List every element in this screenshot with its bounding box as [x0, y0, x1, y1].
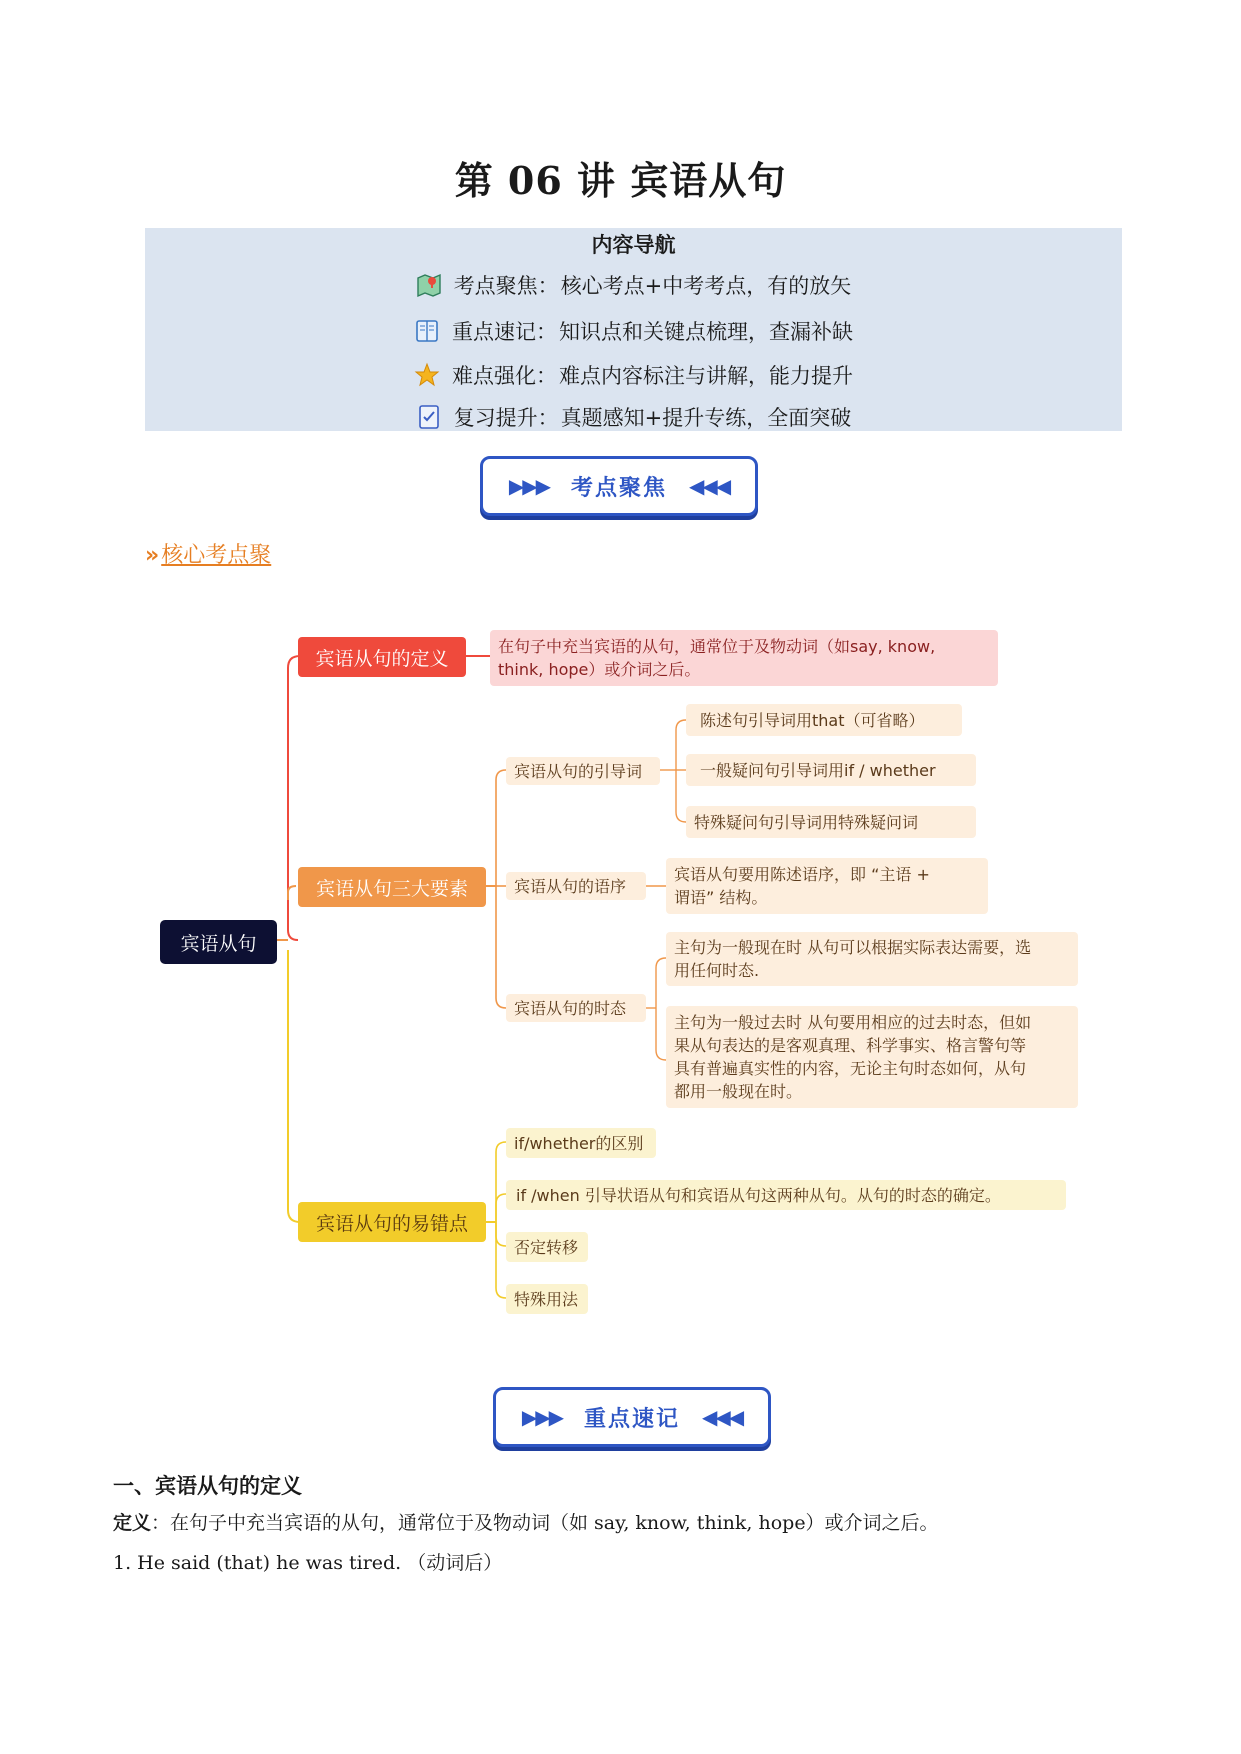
tense-line: 果从句表达的是客观真理、科学事实、格言警句等: [674, 1036, 1027, 1055]
sub-branch-introducer: 宾语从句的引导词: [506, 757, 660, 785]
error-item: 否定转移: [506, 1232, 588, 1262]
nav-item-desc: 知识点和关键点梳理，查漏补缺: [559, 320, 853, 344]
sub-branch-word-order: 宾语从句的语序: [506, 872, 646, 900]
tense-line: 具有普遍真实性的内容，无论主句时态如何，从句: [674, 1059, 1027, 1078]
banner-label: 重点速记: [583, 1406, 680, 1432]
error-item: if/whether的区别: [506, 1128, 656, 1158]
nav-item-label: 重点速记：: [452, 320, 557, 344]
banner-label: 考点聚焦: [570, 475, 667, 501]
word-order-text: [666, 858, 988, 914]
tense-present-text: [666, 932, 1078, 986]
arrows-left-icon: ◀◀◀: [689, 474, 730, 498]
introducer-item: 特殊疑问句引导词用特殊疑问词: [686, 806, 976, 838]
tense-line: 主句为一般过去时 从句要用相应的过去时态，但如: [674, 1013, 1032, 1032]
definition-paragraph: [113, 1508, 939, 1535]
nav-heading: 内容导航: [591, 232, 676, 257]
definition-body: ：在句子中充当宾语的从句，通常位于及物动词（如 say, know, think, hope）或介词之后。: [151, 1512, 939, 1534]
word-order-line: 宾语从句要用陈述语序，即 “主语 +: [674, 865, 930, 884]
tense-line: 都用一般现在时。: [674, 1082, 803, 1101]
page-title: 第 06 讲 宾语从句: [454, 158, 787, 203]
arrows-left-icon: ◀◀◀: [702, 1405, 743, 1429]
introducer-item: 一般疑问句引导词用if / whether: [686, 754, 976, 786]
nav-item-desc: 真题感知+提升专练，全面突破: [560, 406, 852, 430]
nav-item-desc: 难点内容标注与讲解，能力提升: [559, 364, 853, 388]
definition-text-line: think, hope）或介词之后。: [498, 660, 701, 679]
introducer-item: 陈述句引导词用that（可省略）: [686, 704, 962, 736]
section-banner-notes: [493, 1387, 771, 1447]
definition-label: 定义: [113, 1512, 152, 1534]
branch-common-errors: 宾语从句的易错点: [298, 1202, 486, 1242]
nav-item-label: 复习提升：: [453, 406, 559, 430]
nav-item-desc: 核心考点+中考考点，有的放矢: [560, 274, 852, 298]
sub-branch-tense: 宾语从句的时态: [506, 994, 646, 1022]
nav-item-label: 考点聚焦：: [453, 274, 559, 298]
tense-line: 主句为一般现在时 从句可以根据实际表达需要，选: [674, 938, 1032, 957]
error-item: 特殊用法: [506, 1284, 588, 1314]
branch-three-elements: 宾语从句三大要素: [298, 867, 486, 907]
error-item: if /when 引导状语从句和宾语从句这两种从句。从句的时态的确定。: [506, 1180, 1066, 1210]
tense-line: 用任何时态.: [674, 961, 760, 980]
double-chevron-icon: »: [145, 543, 160, 568]
nav-item-label: 难点强化：: [452, 364, 557, 388]
arrows-right-icon: ▶▶▶: [508, 474, 549, 498]
section-heading: 一、宾语从句的定义: [113, 1474, 302, 1498]
definition-text: [490, 630, 998, 686]
branch-definition: 宾语从句的定义: [298, 637, 466, 677]
mindmap-root: 宾语从句: [160, 920, 277, 964]
definition-text-line: 在句子中充当宾语的从句，通常位于及物动词（如say, know,: [498, 637, 936, 656]
tense-past-text: [666, 1006, 1078, 1108]
core-points-label: 核心考点聚: [161, 543, 272, 568]
example-sentence: 1. He said (that) he was tired. （动词后）: [113, 1552, 503, 1574]
word-order-line: 谓语” 结构。: [674, 888, 768, 907]
arrows-right-icon: ▶▶▶: [521, 1405, 562, 1429]
